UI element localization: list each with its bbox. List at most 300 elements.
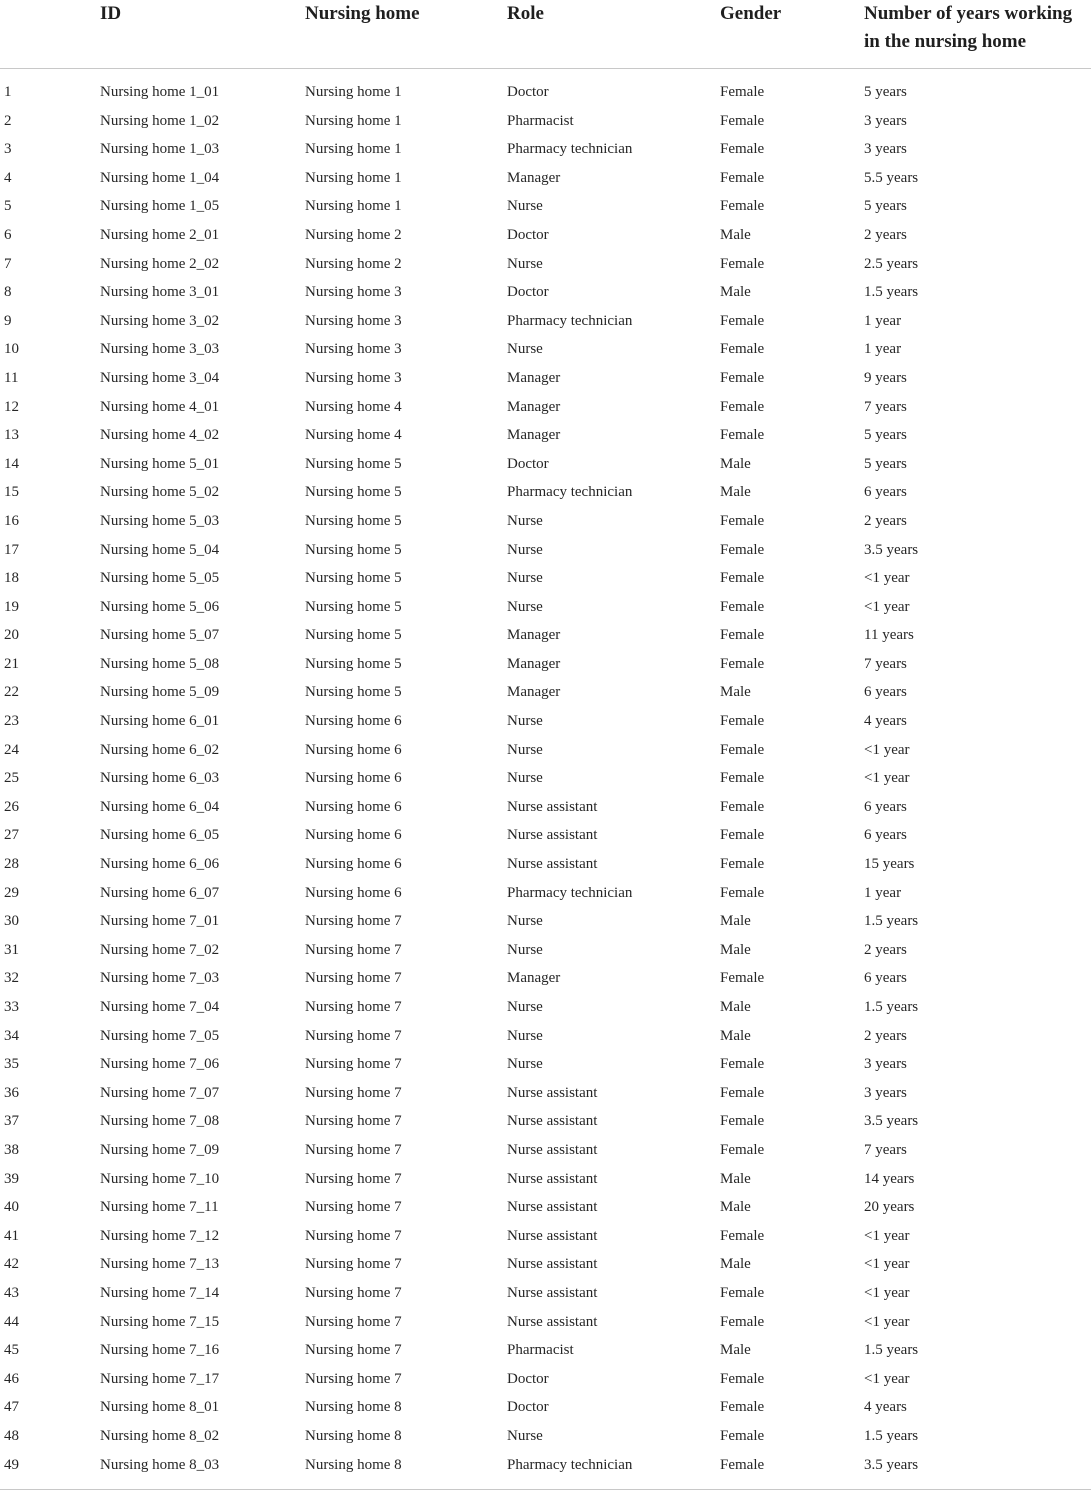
role-cell: Nurse xyxy=(507,1027,543,1044)
participant-id-cell: Nursing home 8_01 xyxy=(100,1399,220,1416)
row-number-cell: 30 xyxy=(4,913,19,930)
role-cell: Nurse assistant xyxy=(507,1284,598,1301)
row-number-cell: 1 xyxy=(4,84,12,100)
table-row xyxy=(0,1451,1091,1480)
table-row xyxy=(0,936,1091,965)
row-number-cell: 4 xyxy=(4,169,12,186)
years-working-cell: 5 years xyxy=(864,84,907,100)
table-row xyxy=(0,678,1091,707)
years-working-cell: 3 years xyxy=(864,112,907,129)
gender-cell: Female xyxy=(720,770,765,787)
table-row xyxy=(0,1050,1091,1079)
row-number-cell: 39 xyxy=(4,1170,19,1187)
years-working-cell: 3 years xyxy=(864,1056,907,1073)
gender-cell: Female xyxy=(720,369,765,386)
row-number-cell: 49 xyxy=(4,1456,19,1473)
nursing-home-cell: Nursing home 7 xyxy=(305,941,402,958)
participant-id-cell: Nursing home 3_02 xyxy=(100,312,220,329)
header-id: ID xyxy=(100,3,122,24)
gender-cell: Female xyxy=(720,541,765,558)
table-row xyxy=(0,879,1091,908)
table-row xyxy=(0,421,1091,450)
gender-cell: Female xyxy=(720,598,765,615)
gender-cell: Female xyxy=(720,1227,765,1244)
gender-cell: Female xyxy=(720,1056,765,1073)
years-working-cell: 6 years xyxy=(864,827,907,844)
gender-cell: Female xyxy=(720,1113,765,1130)
role-cell: Nurse assistant xyxy=(507,856,598,873)
role-cell: Nurse assistant xyxy=(507,1256,598,1273)
participant-id-cell: Nursing home 7_01 xyxy=(100,913,220,930)
table-row xyxy=(0,821,1091,850)
row-number-cell: 37 xyxy=(4,1113,19,1130)
gender-cell: Male xyxy=(720,455,751,472)
role-cell: Doctor xyxy=(507,1370,549,1387)
gender-cell: Female xyxy=(720,570,765,587)
table-row xyxy=(0,1422,1091,1451)
row-number-cell: 10 xyxy=(4,341,19,358)
table-row xyxy=(0,993,1091,1022)
gender-cell: Female xyxy=(720,427,765,444)
nursing-home-cell: Nursing home 1 xyxy=(305,84,402,100)
nursing-home-cell: Nursing home 5 xyxy=(305,541,402,558)
role-cell: Manager xyxy=(507,655,561,672)
row-number-cell: 43 xyxy=(4,1284,19,1301)
row-number-cell: 5 xyxy=(4,198,12,215)
row-number-cell: 27 xyxy=(4,827,19,844)
nursing-home-cell: Nursing home 7 xyxy=(305,1227,402,1244)
gender-cell: Male xyxy=(720,1027,751,1044)
role-cell: Nurse xyxy=(507,770,543,787)
participant-id-cell: Nursing home 5_01 xyxy=(100,455,220,472)
nursing-home-cell: Nursing home 7 xyxy=(305,1056,402,1073)
years-working-cell: 1.5 years xyxy=(864,913,919,930)
nursing-home-cell: Nursing home 5 xyxy=(305,570,402,587)
row-number-cell: 16 xyxy=(4,512,19,529)
role-cell: Doctor xyxy=(507,84,549,100)
table-row xyxy=(0,221,1091,250)
years-working-cell: 14 years xyxy=(864,1170,915,1187)
years-working-cell: 1 year xyxy=(864,341,902,358)
participant-id-cell: Nursing home 7_05 xyxy=(100,1027,220,1044)
role-cell: Nurse xyxy=(507,1056,543,1073)
nursing-home-cell: Nursing home 7 xyxy=(305,999,402,1015)
row-number-cell: 48 xyxy=(4,1427,19,1444)
table-row xyxy=(0,621,1091,650)
years-working-cell: 9 years xyxy=(864,369,907,386)
gender-cell: Male xyxy=(720,484,751,501)
years-working-cell: <1 year xyxy=(864,1313,910,1330)
gender-cell: Female xyxy=(720,884,765,901)
table-row xyxy=(0,364,1091,393)
participant-id-cell: Nursing home 7_03 xyxy=(100,970,220,987)
row-number-cell: 40 xyxy=(4,1199,19,1216)
participant-id-cell: Nursing home 3_01 xyxy=(100,284,220,301)
nursing-home-cell: Nursing home 5 xyxy=(305,484,402,501)
role-cell: Nurse xyxy=(507,541,543,558)
nursing-home-cell: Nursing home 7 xyxy=(305,913,402,930)
role-cell: Nurse xyxy=(507,598,543,615)
participant-id-cell: Nursing home 7_09 xyxy=(100,1141,220,1158)
table-row xyxy=(0,192,1091,221)
gender-cell: Female xyxy=(720,655,765,672)
years-working-cell: 4 years xyxy=(864,713,907,730)
gender-cell: Male xyxy=(720,226,751,243)
years-working-cell: 6 years xyxy=(864,970,907,987)
gender-cell: Female xyxy=(720,255,765,272)
years-working-cell: 3.5 years xyxy=(864,541,919,558)
years-working-cell: <1 year xyxy=(864,770,910,787)
role-cell: Nurse xyxy=(507,1427,543,1444)
role-cell: Pharmacist xyxy=(507,1342,574,1359)
table-row xyxy=(0,1250,1091,1279)
role-cell: Nurse assistant xyxy=(507,1141,598,1158)
table-body xyxy=(0,78,1091,1479)
participant-id-cell: Nursing home 6_02 xyxy=(100,741,220,758)
years-working-cell: 5 years xyxy=(864,427,907,444)
years-working-cell: 15 years xyxy=(864,856,915,873)
row-number-cell: 25 xyxy=(4,770,19,787)
years-working-cell: <1 year xyxy=(864,741,910,758)
years-working-cell: 1.5 years xyxy=(864,1427,919,1444)
years-working-cell: 2 years xyxy=(864,941,907,958)
years-working-cell: <1 year xyxy=(864,1370,910,1387)
nursing-home-cell: Nursing home 7 xyxy=(305,1170,402,1187)
role-cell: Nurse xyxy=(507,913,543,930)
nursing-home-cell: Nursing home 2 xyxy=(305,226,402,243)
header-years-line2: in the nursing home xyxy=(864,31,1027,52)
role-cell: Nurse assistant xyxy=(507,1313,598,1330)
participant-id-cell: Nursing home 8_02 xyxy=(100,1427,220,1444)
years-working-cell: 1.5 years xyxy=(864,284,919,301)
nursing-home-cell: Nursing home 5 xyxy=(305,684,402,701)
years-working-cell: 7 years xyxy=(864,398,907,415)
participant-id-cell: Nursing home 7_12 xyxy=(100,1227,220,1244)
years-working-cell: 5.5 years xyxy=(864,169,919,186)
role-cell: Pharmacist xyxy=(507,112,574,129)
years-working-cell: <1 year xyxy=(864,598,910,615)
table-row xyxy=(0,250,1091,279)
nursing-home-cell: Nursing home 7 xyxy=(305,1199,402,1216)
years-working-cell: 2.5 years xyxy=(864,255,919,272)
table-row xyxy=(0,1365,1091,1394)
nursing-home-cell: Nursing home 7 xyxy=(305,1256,402,1273)
gender-cell: Male xyxy=(720,999,751,1015)
years-working-cell: <1 year xyxy=(864,1227,910,1244)
nursing-home-cell: Nursing home 3 xyxy=(305,369,402,386)
table-row xyxy=(0,135,1091,164)
table-row xyxy=(0,1308,1091,1337)
gender-cell: Female xyxy=(720,198,765,215)
gender-cell: Male xyxy=(720,941,751,958)
table-row xyxy=(0,1193,1091,1222)
row-number-cell: 12 xyxy=(4,398,19,415)
role-cell: Pharmacy technician xyxy=(507,1456,633,1473)
role-cell: Nurse assistant xyxy=(507,798,598,815)
nursing-home-cell: Nursing home 3 xyxy=(305,341,402,358)
gender-cell: Female xyxy=(720,856,765,873)
role-cell: Nurse xyxy=(507,255,543,272)
participant-id-cell: Nursing home 4_02 xyxy=(100,427,220,444)
participant-id-cell: Nursing home 6_03 xyxy=(100,770,220,787)
gender-cell: Male xyxy=(720,913,751,930)
table-row xyxy=(0,564,1091,593)
role-cell: Pharmacy technician xyxy=(507,884,633,901)
participant-id-cell: Nursing home 6_01 xyxy=(100,713,220,730)
years-working-cell: 5 years xyxy=(864,198,907,215)
years-working-cell: 2 years xyxy=(864,226,907,243)
nursing-home-cell: Nursing home 7 xyxy=(305,1370,402,1387)
gender-cell: Female xyxy=(720,970,765,987)
row-number-cell: 9 xyxy=(4,312,12,329)
table-row xyxy=(0,907,1091,936)
table-row xyxy=(0,1393,1091,1422)
role-cell: Doctor xyxy=(507,1399,549,1416)
years-working-cell: 1.5 years xyxy=(864,1342,919,1359)
years-working-cell: 3 years xyxy=(864,1084,907,1101)
participant-id-cell: Nursing home 2_02 xyxy=(100,255,220,272)
table-row xyxy=(0,335,1091,364)
participant-id-cell: Nursing home 5_09 xyxy=(100,684,220,701)
gender-cell: Female xyxy=(720,1399,765,1416)
table-row xyxy=(0,1222,1091,1251)
years-working-cell: 1 year xyxy=(864,884,902,901)
nursing-home-cell: Nursing home 2 xyxy=(305,255,402,272)
participant-id-cell: Nursing home 7_16 xyxy=(100,1342,220,1359)
table-row xyxy=(0,593,1091,622)
row-number-cell: 18 xyxy=(4,570,19,587)
role-cell: Nurse xyxy=(507,341,543,358)
role-cell: Doctor xyxy=(507,284,549,301)
nursing-home-cell: Nursing home 6 xyxy=(305,741,402,758)
role-cell: Nurse assistant xyxy=(507,1170,598,1187)
row-number-cell: 20 xyxy=(4,627,19,644)
row-number-cell: 35 xyxy=(4,1056,19,1073)
role-cell: Nurse xyxy=(507,941,543,958)
participant-id-cell: Nursing home 3_04 xyxy=(100,369,220,386)
gender-cell: Female xyxy=(720,1313,765,1330)
participant-id-cell: Nursing home 1_04 xyxy=(100,169,220,186)
table-row xyxy=(0,964,1091,993)
role-cell: Manager xyxy=(507,427,561,444)
nursing-home-cell: Nursing home 7 xyxy=(305,970,402,987)
participant-id-cell: Nursing home 1_05 xyxy=(100,198,220,215)
table-row xyxy=(0,1136,1091,1165)
table-row xyxy=(0,307,1091,336)
participant-id-cell: Nursing home 7_06 xyxy=(100,1056,220,1073)
years-working-cell: 2 years xyxy=(864,512,907,529)
gender-cell: Female xyxy=(720,1141,765,1158)
table-row xyxy=(0,764,1091,793)
row-number-cell: 31 xyxy=(4,941,19,958)
years-working-cell: 3.5 years xyxy=(864,1113,919,1130)
row-number-cell: 26 xyxy=(4,798,19,815)
years-working-cell: 6 years xyxy=(864,798,907,815)
role-cell: Nurse xyxy=(507,570,543,587)
role-cell: Nurse assistant xyxy=(507,1199,598,1216)
years-working-cell: 1.5 years xyxy=(864,999,919,1015)
nursing-home-cell: Nursing home 6 xyxy=(305,770,402,787)
participant-id-cell: Nursing home 7_08 xyxy=(100,1113,220,1130)
nursing-home-cell: Nursing home 5 xyxy=(305,627,402,644)
gender-cell: Female xyxy=(720,1456,765,1473)
participant-id-cell: Nursing home 5_06 xyxy=(100,598,220,615)
years-working-cell: 11 years xyxy=(864,627,914,644)
table-row xyxy=(0,1107,1091,1136)
gender-cell: Female xyxy=(720,1427,765,1444)
nursing-home-cell: Nursing home 7 xyxy=(305,1342,402,1359)
header-role: Role xyxy=(507,3,544,24)
role-cell: Nurse xyxy=(507,999,543,1015)
row-number-cell: 19 xyxy=(4,598,19,615)
nursing-home-cell: Nursing home 6 xyxy=(305,856,402,873)
row-number-cell: 23 xyxy=(4,713,19,730)
gender-cell: Male xyxy=(720,1199,751,1216)
participant-id-cell: Nursing home 5_05 xyxy=(100,570,220,587)
row-number-cell: 38 xyxy=(4,1141,19,1158)
nursing-home-cell: Nursing home 5 xyxy=(305,655,402,672)
role-cell: Nurse xyxy=(507,512,543,529)
years-working-cell: 3 years xyxy=(864,141,907,158)
participant-id-cell: Nursing home 1_02 xyxy=(100,112,220,129)
gender-cell: Female xyxy=(720,827,765,844)
gender-cell: Female xyxy=(720,112,765,129)
role-cell: Manager xyxy=(507,627,561,644)
participant-id-cell: Nursing home 8_03 xyxy=(100,1456,220,1473)
table-row xyxy=(0,1279,1091,1308)
row-number-cell: 42 xyxy=(4,1256,19,1273)
participant-id-cell: Nursing home 6_07 xyxy=(100,884,220,901)
role-cell: Nurse xyxy=(507,741,543,758)
table-row xyxy=(0,164,1091,193)
participant-id-cell: Nursing home 5_04 xyxy=(100,541,220,558)
row-number-cell: 13 xyxy=(4,427,19,444)
gender-cell: Female xyxy=(720,798,765,815)
role-cell: Nurse assistant xyxy=(507,1084,598,1101)
row-number-cell: 46 xyxy=(4,1370,19,1387)
nursing-home-cell: Nursing home 7 xyxy=(305,1027,402,1044)
participant-id-cell: Nursing home 5_03 xyxy=(100,512,220,529)
years-working-cell: 7 years xyxy=(864,1141,907,1158)
table-row xyxy=(0,478,1091,507)
row-number-cell: 32 xyxy=(4,970,19,987)
table-row xyxy=(0,393,1091,422)
role-cell: Manager xyxy=(507,684,561,701)
header-years-line1: Number of years working xyxy=(864,3,1073,24)
row-number-cell: 21 xyxy=(4,655,19,672)
years-working-cell: <1 year xyxy=(864,570,910,587)
table-row xyxy=(0,1022,1091,1051)
years-working-cell: 5 years xyxy=(864,455,907,472)
years-working-cell: 6 years xyxy=(864,684,907,701)
table-row xyxy=(0,536,1091,565)
table-row xyxy=(0,107,1091,136)
participant-id-cell: Nursing home 7_10 xyxy=(100,1170,220,1187)
role-cell: Manager xyxy=(507,398,561,415)
role-cell: Doctor xyxy=(507,455,549,472)
gender-cell: Female xyxy=(720,84,765,100)
participant-id-cell: Nursing home 5_02 xyxy=(100,484,220,501)
years-working-cell: 2 years xyxy=(864,1027,907,1044)
nursing-home-cell: Nursing home 1 xyxy=(305,141,402,158)
role-cell: Nurse assistant xyxy=(507,1227,598,1244)
participant-id-cell: Nursing home 7_15 xyxy=(100,1313,220,1330)
gender-cell: Female xyxy=(720,398,765,415)
table-row xyxy=(0,736,1091,765)
table-row xyxy=(0,278,1091,307)
participant-id-cell: Nursing home 7_02 xyxy=(100,941,220,958)
role-cell: Nurse assistant xyxy=(507,827,598,844)
nursing-home-cell: Nursing home 4 xyxy=(305,427,402,444)
role-cell: Pharmacy technician xyxy=(507,484,633,501)
participant-id-cell: Nursing home 5_07 xyxy=(100,627,220,644)
participant-id-cell: Nursing home 2_01 xyxy=(100,226,220,243)
years-working-cell: 1 year xyxy=(864,312,902,329)
nursing-home-cell: Nursing home 8 xyxy=(305,1456,402,1473)
gender-cell: Female xyxy=(720,1284,765,1301)
table-row xyxy=(0,1336,1091,1365)
row-number-cell: 41 xyxy=(4,1227,19,1244)
participant-id-cell: Nursing home 7_11 xyxy=(100,1199,219,1216)
role-cell: Manager xyxy=(507,369,561,386)
participant-id-cell: Nursing home 6_05 xyxy=(100,827,220,844)
role-cell: Manager xyxy=(507,970,561,987)
years-working-cell: 4 years xyxy=(864,1399,907,1416)
row-number-cell: 29 xyxy=(4,884,19,901)
row-number-cell: 6 xyxy=(4,226,12,243)
gender-cell: Female xyxy=(720,141,765,158)
gender-cell: Female xyxy=(720,627,765,644)
nursing-home-cell: Nursing home 6 xyxy=(305,884,402,901)
row-number-cell: 14 xyxy=(4,455,19,472)
row-number-cell: 36 xyxy=(4,1084,19,1101)
gender-cell: Female xyxy=(720,1370,765,1387)
gender-cell: Female xyxy=(720,512,765,529)
nursing-home-cell: Nursing home 3 xyxy=(305,284,402,301)
participant-id-cell: Nursing home 6_04 xyxy=(100,798,220,815)
gender-cell: Male xyxy=(720,1342,751,1359)
row-number-cell: 11 xyxy=(4,369,19,386)
header-gender: Gender xyxy=(720,3,782,24)
row-number-cell: 24 xyxy=(4,741,19,758)
years-working-cell: 7 years xyxy=(864,655,907,672)
years-working-cell: <1 year xyxy=(864,1256,910,1273)
row-number-cell: 28 xyxy=(4,856,19,873)
nursing-home-cell: Nursing home 6 xyxy=(305,827,402,844)
table-row xyxy=(0,1165,1091,1194)
participant-id-cell: Nursing home 1_03 xyxy=(100,141,220,158)
years-working-cell: 6 years xyxy=(864,484,907,501)
table-row xyxy=(0,507,1091,536)
nursing-home-cell: Nursing home 7 xyxy=(305,1313,402,1330)
table-row xyxy=(0,793,1091,822)
row-number-cell: 34 xyxy=(4,1027,19,1044)
gender-cell: Female xyxy=(720,741,765,758)
row-number-cell: 33 xyxy=(4,999,19,1015)
nursing-home-cell: Nursing home 7 xyxy=(305,1084,402,1101)
participant-id-cell: Nursing home 5_08 xyxy=(100,655,220,672)
header-nursing-home: Nursing home xyxy=(305,3,420,24)
table-row xyxy=(0,1079,1091,1108)
nursing-home-cell: Nursing home 8 xyxy=(305,1427,402,1444)
table-bottom-rule xyxy=(0,1489,1091,1490)
participant-id-cell: Nursing home 4_01 xyxy=(100,398,220,415)
role-cell: Pharmacy technician xyxy=(507,141,633,158)
role-cell: Nurse assistant xyxy=(507,1113,598,1130)
participant-id-cell: Nursing home 7_17 xyxy=(100,1370,220,1387)
years-working-cell: <1 year xyxy=(864,1284,910,1301)
nursing-home-cell: Nursing home 1 xyxy=(305,198,402,215)
